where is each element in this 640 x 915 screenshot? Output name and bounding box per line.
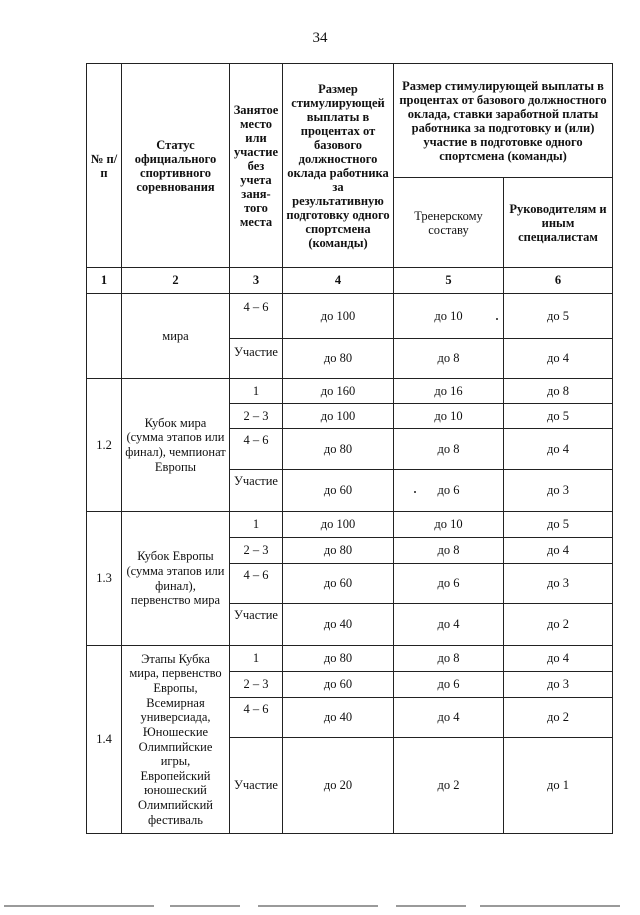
place-cell: 1 — [230, 512, 283, 538]
heads-cell: до 5 — [504, 512, 613, 538]
heads-cell: до 4 — [504, 538, 613, 564]
coach-cell: до 2 — [394, 738, 504, 834]
coach-cell: до 16 — [394, 379, 504, 404]
scan-speck — [414, 491, 416, 493]
size-athlete-cell: до 80 — [283, 538, 394, 564]
column-number: 2 — [122, 268, 230, 294]
header-size-athlete: Размер стимулирующей выплаты в процентах от базового должностного оклада работника за результативную подготовку одного спортсмена (команды) — [283, 64, 394, 268]
column-number: 6 — [504, 268, 613, 294]
heads-cell: до 5 — [504, 294, 613, 339]
page-number: 34 — [312, 30, 328, 46]
place-cell: 2 – 3 — [230, 404, 283, 429]
place-cell: 1 — [230, 379, 283, 404]
heads-cell: до 3 — [504, 564, 613, 604]
group-num: 1.3 — [87, 512, 122, 646]
size-athlete-cell: до 100 — [283, 512, 394, 538]
place-cell: 2 – 3 — [230, 538, 283, 564]
heads-cell: до 4 — [504, 339, 613, 379]
scan-edge-artifact — [0, 905, 640, 911]
place-cell: 4 – 6 — [230, 294, 283, 339]
size-athlete-cell: до 40 — [283, 698, 394, 738]
header-coach: Тренерскому составу — [394, 178, 504, 268]
place-cell: 1 — [230, 646, 283, 672]
header-size-team: Размер стимулирующей выплаты в процентах от базового должностного оклада, ставки заработной платы работника за подготовку и (или) участие в подготовке одного спортсмена (команды) — [394, 64, 613, 178]
coach-cell: до 8 — [394, 429, 504, 470]
header-status: Статус официального спортивного соревнования — [122, 64, 230, 268]
heads-cell: до 2 — [504, 604, 613, 646]
heads-cell: до 4 — [504, 429, 613, 470]
table-row — [87, 646, 613, 672]
coach-cell: до 8 — [394, 538, 504, 564]
size-athlete-cell: до 80 — [283, 429, 394, 470]
coach-cell: до 6 — [394, 470, 504, 512]
group-num — [87, 294, 122, 379]
heads-cell: до 4 — [504, 646, 613, 672]
heads-cell: до 3 — [504, 470, 613, 512]
column-number: 1 — [87, 268, 122, 294]
competition-status: мира — [122, 294, 230, 379]
size-athlete-cell: до 80 — [283, 646, 394, 672]
table-row — [87, 512, 613, 538]
size-athlete-cell: до 40 — [283, 604, 394, 646]
coach-cell: до 10 — [394, 294, 504, 339]
column-number: 3 — [230, 268, 283, 294]
scan-speck — [496, 318, 498, 320]
table-row — [87, 294, 613, 339]
size-athlete-cell: до 60 — [283, 564, 394, 604]
heads-cell: до 2 — [504, 698, 613, 738]
heads-cell: до 1 — [504, 738, 613, 834]
size-athlete-cell: до 160 — [283, 379, 394, 404]
place-cell: Участие — [230, 738, 283, 834]
header-heads: Руководителям и иным специалистам — [504, 178, 613, 268]
place-cell: 4 – 6 — [230, 564, 283, 604]
heads-cell: до 8 — [504, 379, 613, 404]
column-number: 5 — [394, 268, 504, 294]
heads-cell: до 3 — [504, 672, 613, 698]
size-athlete-cell: до 80 — [283, 339, 394, 379]
heads-cell: до 5 — [504, 404, 613, 429]
place-cell: 4 – 6 — [230, 429, 283, 470]
group-num: 1.2 — [87, 379, 122, 512]
coach-cell: до 8 — [394, 646, 504, 672]
place-cell: Участие — [230, 604, 283, 646]
coach-cell: до 6 — [394, 564, 504, 604]
column-number: 4 — [283, 268, 394, 294]
size-athlete-cell: до 60 — [283, 672, 394, 698]
coach-cell: до 4 — [394, 698, 504, 738]
header-place: Занятое место или участие без учета заня-того места — [230, 64, 283, 268]
incentive-payments-table — [86, 63, 613, 834]
header-num: № п/п — [87, 64, 122, 268]
coach-cell: до 8 — [394, 339, 504, 379]
group-num: 1.4 — [87, 646, 122, 834]
place-cell: 2 – 3 — [230, 672, 283, 698]
size-athlete-cell: до 100 — [283, 294, 394, 339]
column-number-row — [87, 268, 613, 294]
competition-status: Кубок мира (сумма этапов или финал), чемпионат Европы — [122, 379, 230, 512]
competition-status: Этапы Кубка мира, первенство Европы, Всемирная универсиада, Юношеские Олимпийские игры, Европейский юношеский Олимпийский фестиваль — [122, 646, 230, 834]
coach-cell: до 10 — [394, 404, 504, 429]
table-row — [87, 379, 613, 404]
coach-cell: до 4 — [394, 604, 504, 646]
coach-cell: до 6 — [394, 672, 504, 698]
coach-cell: до 10 — [394, 512, 504, 538]
size-athlete-cell: до 20 — [283, 738, 394, 834]
size-athlete-cell: до 100 — [283, 404, 394, 429]
competition-status: Кубок Европы (сумма этапов или финал), первенство мира — [122, 512, 230, 646]
size-athlete-cell: до 60 — [283, 470, 394, 512]
place-cell: Участие — [230, 470, 283, 512]
place-cell: Участие — [230, 339, 283, 379]
place-cell: 4 – 6 — [230, 698, 283, 738]
